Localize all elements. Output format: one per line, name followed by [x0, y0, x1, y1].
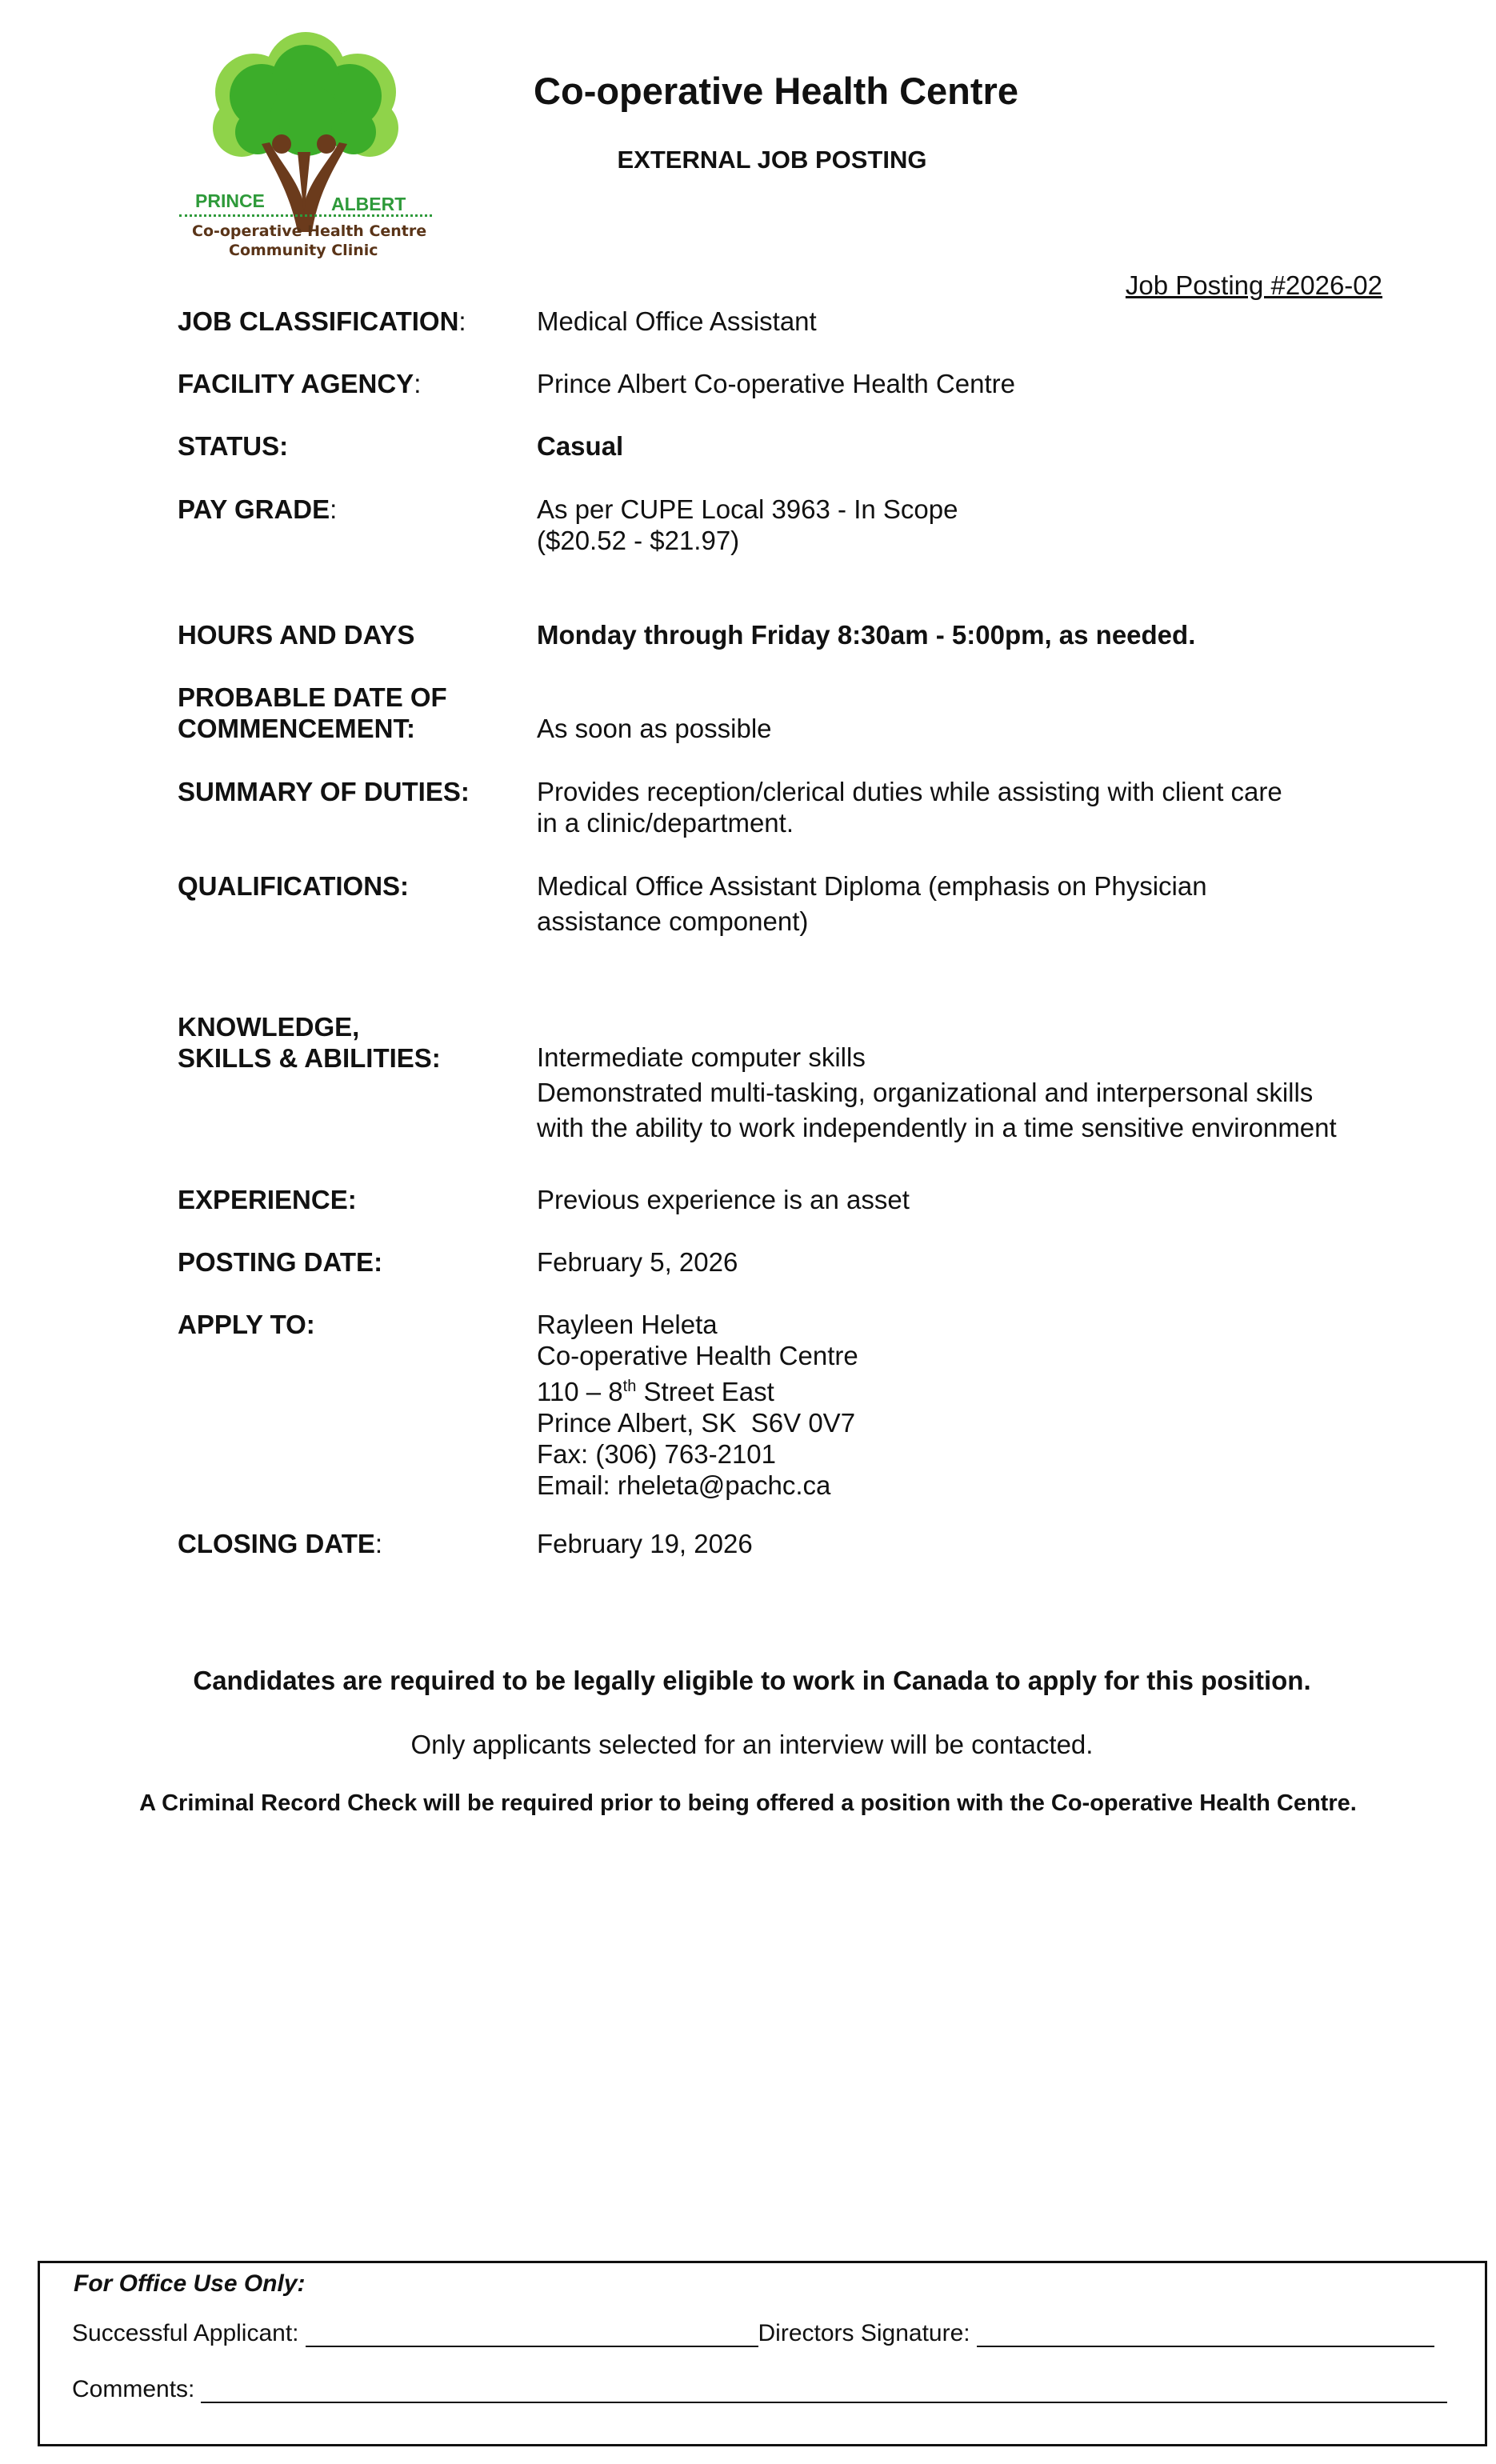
experience-value: Previous experience is an asset: [537, 1185, 910, 1214]
apply-to-fax: Fax: (306) 763-2101: [537, 1439, 777, 1469]
directors-signature-line[interactable]: [977, 2322, 1434, 2347]
apply-to-email[interactable]: Email: rheleta@pachc.ca: [537, 1470, 831, 1500]
apply-to-org: Co-operative Health Centre: [537, 1341, 858, 1370]
successful-applicant-label: Successful Applicant:: [72, 2320, 299, 2346]
job-classification-label: JOB CLASSIFICATION:: [178, 306, 466, 336]
summary-value: [537, 776, 1282, 838]
experience-label: EXPERIENCE:: [178, 1185, 357, 1214]
knowledge-label-line2: SKILLS & ABILITIES:: [178, 1043, 441, 1073]
pay-grade-line1: As per CUPE Local 3963 - In Scope: [537, 494, 958, 524]
knowledge-label: [178, 1011, 441, 1074]
pay-grade-value: [537, 494, 958, 556]
closing-date-label: CLOSING DATE:: [178, 1529, 383, 1558]
commencement-label-line1: PROBABLE DATE OF: [178, 682, 447, 712]
logo-community-clinic: Community Clinic: [229, 242, 378, 259]
job-classification-value: Medical Office Assistant: [537, 306, 817, 336]
logo-dots: [179, 214, 432, 217]
summary-line1: Provides reception/clerical duties while assisting with client care: [537, 777, 1282, 806]
pay-grade-line2: ($20.52 - $21.97): [537, 526, 740, 555]
qualifications-value: [537, 869, 1207, 939]
knowledge-line3: with the ability to work independently in a time sensitive environment: [537, 1113, 1337, 1142]
summary-label: SUMMARY OF DUTIES:: [178, 777, 470, 806]
closing-date-value: February 19, 2026: [537, 1529, 753, 1558]
page-title: Co-operative Health Centre: [534, 70, 1018, 112]
logo-prince: PRINCE: [195, 190, 265, 211]
contact-note: Only applicants selected for an interview will be contacted.: [410, 1730, 1094, 1759]
facility-agency-value: Prince Albert Co-operative Health Centre: [537, 369, 1015, 398]
apply-to-name: Rayleen Heleta: [537, 1310, 718, 1339]
knowledge-label-line1: KNOWLEDGE,: [178, 1012, 360, 1042]
job-posting-number: Job Posting #2026-02: [1125, 270, 1382, 300]
knowledge-value: [537, 1040, 1337, 1146]
successful-applicant-line[interactable]: [306, 2322, 758, 2347]
hours-days-label: HOURS AND DAYS: [178, 620, 415, 650]
directors-signature-label: Directors Signature:: [758, 2320, 970, 2346]
pay-grade-label: PAY GRADE:: [178, 494, 338, 524]
signature-row: [72, 2320, 1458, 2347]
comments-line[interactable]: [201, 2378, 1447, 2403]
summary-line2: in a clinic/department.: [537, 808, 794, 838]
logo-health-centre: Co-operative Health Centre: [192, 222, 427, 240]
commencement-label-line2: COMMENCEMENT:: [178, 714, 415, 743]
hours-days-value: Monday through Friday 8:30am - 5:00pm, as needed.: [537, 620, 1196, 650]
apply-to-label: APPLY TO:: [178, 1310, 315, 1339]
apply-to-street: 110 – 8th Street East: [537, 1377, 774, 1406]
knowledge-line1: Intermediate computer skills: [537, 1042, 866, 1072]
page-subtitle: EXTERNAL JOB POSTING: [617, 146, 927, 174]
apply-to-address: [537, 1309, 858, 1501]
knowledge-line2: Demonstrated multi-tasking, organizational and interpersonal skills: [537, 1078, 1314, 1107]
criminal-check-note: A Criminal Record Check will be required prior to being offered a position with the Co-operative Health Centre.: [139, 1790, 1357, 1816]
qualifications-label: QUALIFICATIONS:: [178, 871, 410, 901]
comments-label: Comments:: [72, 2376, 195, 2402]
comments-row: [72, 2376, 1458, 2403]
status-value: Casual: [537, 431, 624, 461]
facility-agency-label: FACILITY AGENCY:: [178, 369, 422, 398]
status-label: STATUS:: [178, 431, 289, 461]
qualifications-line1: Medical Office Assistant Diploma (emphasis on Physician: [537, 871, 1207, 901]
eligibility-note: Candidates are required to be legally eligible to work in Canada to apply for this position.: [193, 1666, 1311, 1695]
posting-date-label: POSTING DATE:: [178, 1247, 383, 1277]
commencement-label: [178, 682, 447, 744]
qualifications-line2: assistance component): [537, 906, 809, 936]
posting-date-value: February 5, 2026: [537, 1247, 738, 1277]
office-use-title: For Office Use Only:: [74, 2270, 306, 2297]
apply-to-city: Prince Albert, SK S6V 0V7: [537, 1408, 856, 1438]
commencement-value: As soon as possible: [537, 714, 772, 743]
logo-albert: ALBERT: [331, 194, 406, 214]
